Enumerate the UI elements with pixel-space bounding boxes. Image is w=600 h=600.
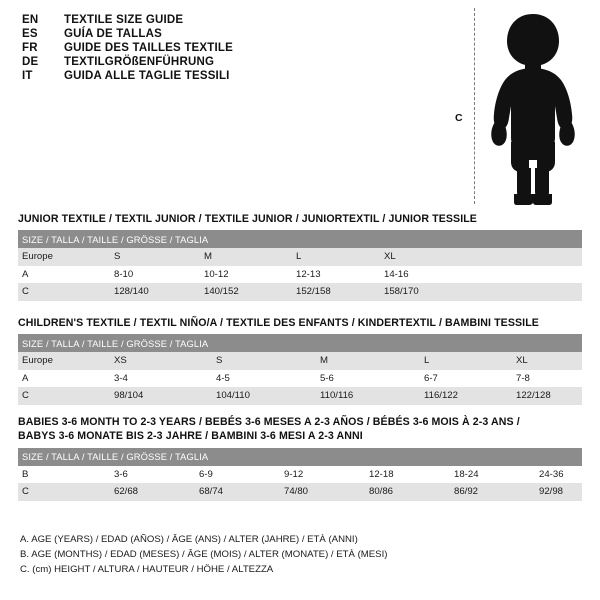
section-title-children: CHILDREN'S TEXTILE / TEXTIL NIÑO/A / TEXTILE DES ENFANTS / KINDERTEXTIL / BAMBINI TESSILE xyxy=(18,317,539,329)
legend-block xyxy=(20,533,584,578)
column-header-l: L xyxy=(292,248,380,266)
measurement-label-c: C xyxy=(455,112,463,124)
language-row-en xyxy=(22,14,442,26)
table-row xyxy=(18,266,582,284)
table-header-row xyxy=(18,334,582,352)
column-header-l: L xyxy=(420,352,512,370)
section-title-babies-line1: BABIES 3-6 MONTH TO 2-3 YEARS / BEBÉS 3-6 MESES A 2-3 AÑOS / BÉBÉS 3-6 MOIS À 2-3 ANS / xyxy=(18,416,520,428)
cell-value: 6-9 xyxy=(195,466,280,484)
size-table-children xyxy=(18,334,582,405)
language-row-fr xyxy=(22,42,442,54)
language-code-fr: FR xyxy=(22,42,38,54)
language-title-fr: GUIDE DES TAILLES TEXTILE xyxy=(64,42,233,54)
section-title-babies-line2: BABYS 3-6 MONATE BIS 2-3 JAHRE / BAMBINI 3-6 MESI A 2-3 ANNI xyxy=(18,430,363,443)
language-row-es xyxy=(22,28,442,40)
row-label: Europe xyxy=(18,352,110,370)
table-header-label: SIZE / TALLA / TAILLE / GRÖSSE / TAGLIA xyxy=(18,334,582,352)
column-header-s: S xyxy=(212,352,316,370)
cell-value: 10-12 xyxy=(200,266,292,284)
row-label-b: B xyxy=(18,466,110,484)
row-label-c: C xyxy=(18,283,110,301)
cell-value: 12-18 xyxy=(365,466,450,484)
cell-value: 3-4 xyxy=(110,370,212,388)
cell-value: 98/104 xyxy=(110,387,212,405)
table-row xyxy=(18,483,582,501)
section-junior xyxy=(18,213,582,301)
table-row xyxy=(18,466,582,484)
row-label: Europe xyxy=(18,248,110,266)
cell-value: 18-24 xyxy=(450,466,535,484)
language-code-de: DE xyxy=(22,56,39,68)
cell-value: 116/122 xyxy=(420,387,512,405)
cell-value: 3-6 xyxy=(110,466,195,484)
cell-value: 6-7 xyxy=(420,370,512,388)
cell-value: 152/158 xyxy=(292,283,380,301)
language-code-en: EN xyxy=(22,14,39,26)
cell-value: 110/116 xyxy=(316,387,420,405)
cell-value: 140/152 xyxy=(200,283,292,301)
cell-value: 12-13 xyxy=(292,266,380,284)
language-code-it: IT xyxy=(22,70,33,82)
table-row xyxy=(18,370,582,388)
table-header-row xyxy=(18,448,582,466)
cell-value: 158/170 xyxy=(380,283,582,301)
language-row-it xyxy=(22,70,442,82)
section-title-babies xyxy=(18,415,582,444)
column-header-xl: XL xyxy=(380,248,582,266)
height-measurement-figure xyxy=(455,8,585,208)
cell-value: 104/110 xyxy=(212,387,316,405)
column-header-xl: XL xyxy=(512,352,582,370)
language-title-es: GUÍA DE TALLAS xyxy=(64,28,162,40)
cell-value: 92/98 xyxy=(535,483,582,501)
language-title-it: GUIDA ALLE TAGLIE TESSILI xyxy=(64,70,230,82)
language-title-de: TEXTILGRÖßENFÜHRUNG xyxy=(64,56,215,68)
legend-item-a: A. AGE (YEARS) / EDAD (AÑOS) / ÂGE (ANS) / ALTER (JAHRE) / ETÀ (ANNI) xyxy=(20,534,358,545)
column-header-s: S xyxy=(110,248,200,266)
measurement-dashed-line xyxy=(474,8,475,204)
row-label-a: A xyxy=(18,266,110,284)
legend-item-c: C. (cm) HEIGHT / ALTURA / HAUTEUR / HÖHE / ALTEZZA xyxy=(20,563,274,575)
section-babies xyxy=(18,415,582,501)
cell-value: 24-36 xyxy=(535,466,582,484)
table-row xyxy=(18,283,582,301)
cell-value: 9-12 xyxy=(280,466,365,484)
table-row xyxy=(18,352,582,370)
table-header-label: SIZE / TALLA / TAILLE / GRÖSSE / TAGLIA xyxy=(18,230,582,248)
cell-value: 80/86 xyxy=(365,483,450,501)
table-header-label: SIZE / TALLA / TAILLE / GRÖSSE / TAGLIA xyxy=(18,448,582,466)
cell-value: 62/68 xyxy=(110,483,195,501)
cell-value: 14-16 xyxy=(380,266,582,284)
row-label-c: C xyxy=(18,387,110,405)
cell-value: 7-8 xyxy=(512,370,582,388)
column-header-m: M xyxy=(200,248,292,266)
language-row-de xyxy=(22,56,442,68)
table-header-row xyxy=(18,230,582,248)
column-header-m: M xyxy=(316,352,420,370)
child-silhouette-icon xyxy=(481,10,585,206)
cell-value: 128/140 xyxy=(110,283,200,301)
language-code-es: ES xyxy=(22,28,38,40)
cell-value: 86/92 xyxy=(450,483,535,501)
cell-value: 8-10 xyxy=(110,266,200,284)
cell-value: 122/128 xyxy=(512,387,582,405)
language-title-block xyxy=(22,14,442,84)
cell-value: 74/80 xyxy=(280,483,365,501)
cell-value: 4-5 xyxy=(212,370,316,388)
legend-item-b: B. AGE (MONTHS) / EDAD (MESES) / ÂGE (MOIS) / ALTER (MONATE) / ETÀ (MESI) xyxy=(20,548,388,560)
language-title-en: TEXTILE SIZE GUIDE xyxy=(64,14,184,26)
table-row xyxy=(18,387,582,405)
section-title-junior: JUNIOR TEXTILE / TEXTIL JUNIOR / TEXTILE JUNIOR / JUNIORTEXTIL / JUNIOR TESSILE xyxy=(18,213,477,225)
section-children xyxy=(18,317,582,405)
size-table-babies xyxy=(18,448,582,501)
size-table-junior xyxy=(18,230,582,301)
row-label-a: A xyxy=(18,370,110,388)
row-label-c: C xyxy=(18,483,110,501)
table-row xyxy=(18,248,582,266)
cell-value: 5-6 xyxy=(316,370,420,388)
column-header-xs: XS xyxy=(110,352,212,370)
cell-value: 68/74 xyxy=(195,483,280,501)
